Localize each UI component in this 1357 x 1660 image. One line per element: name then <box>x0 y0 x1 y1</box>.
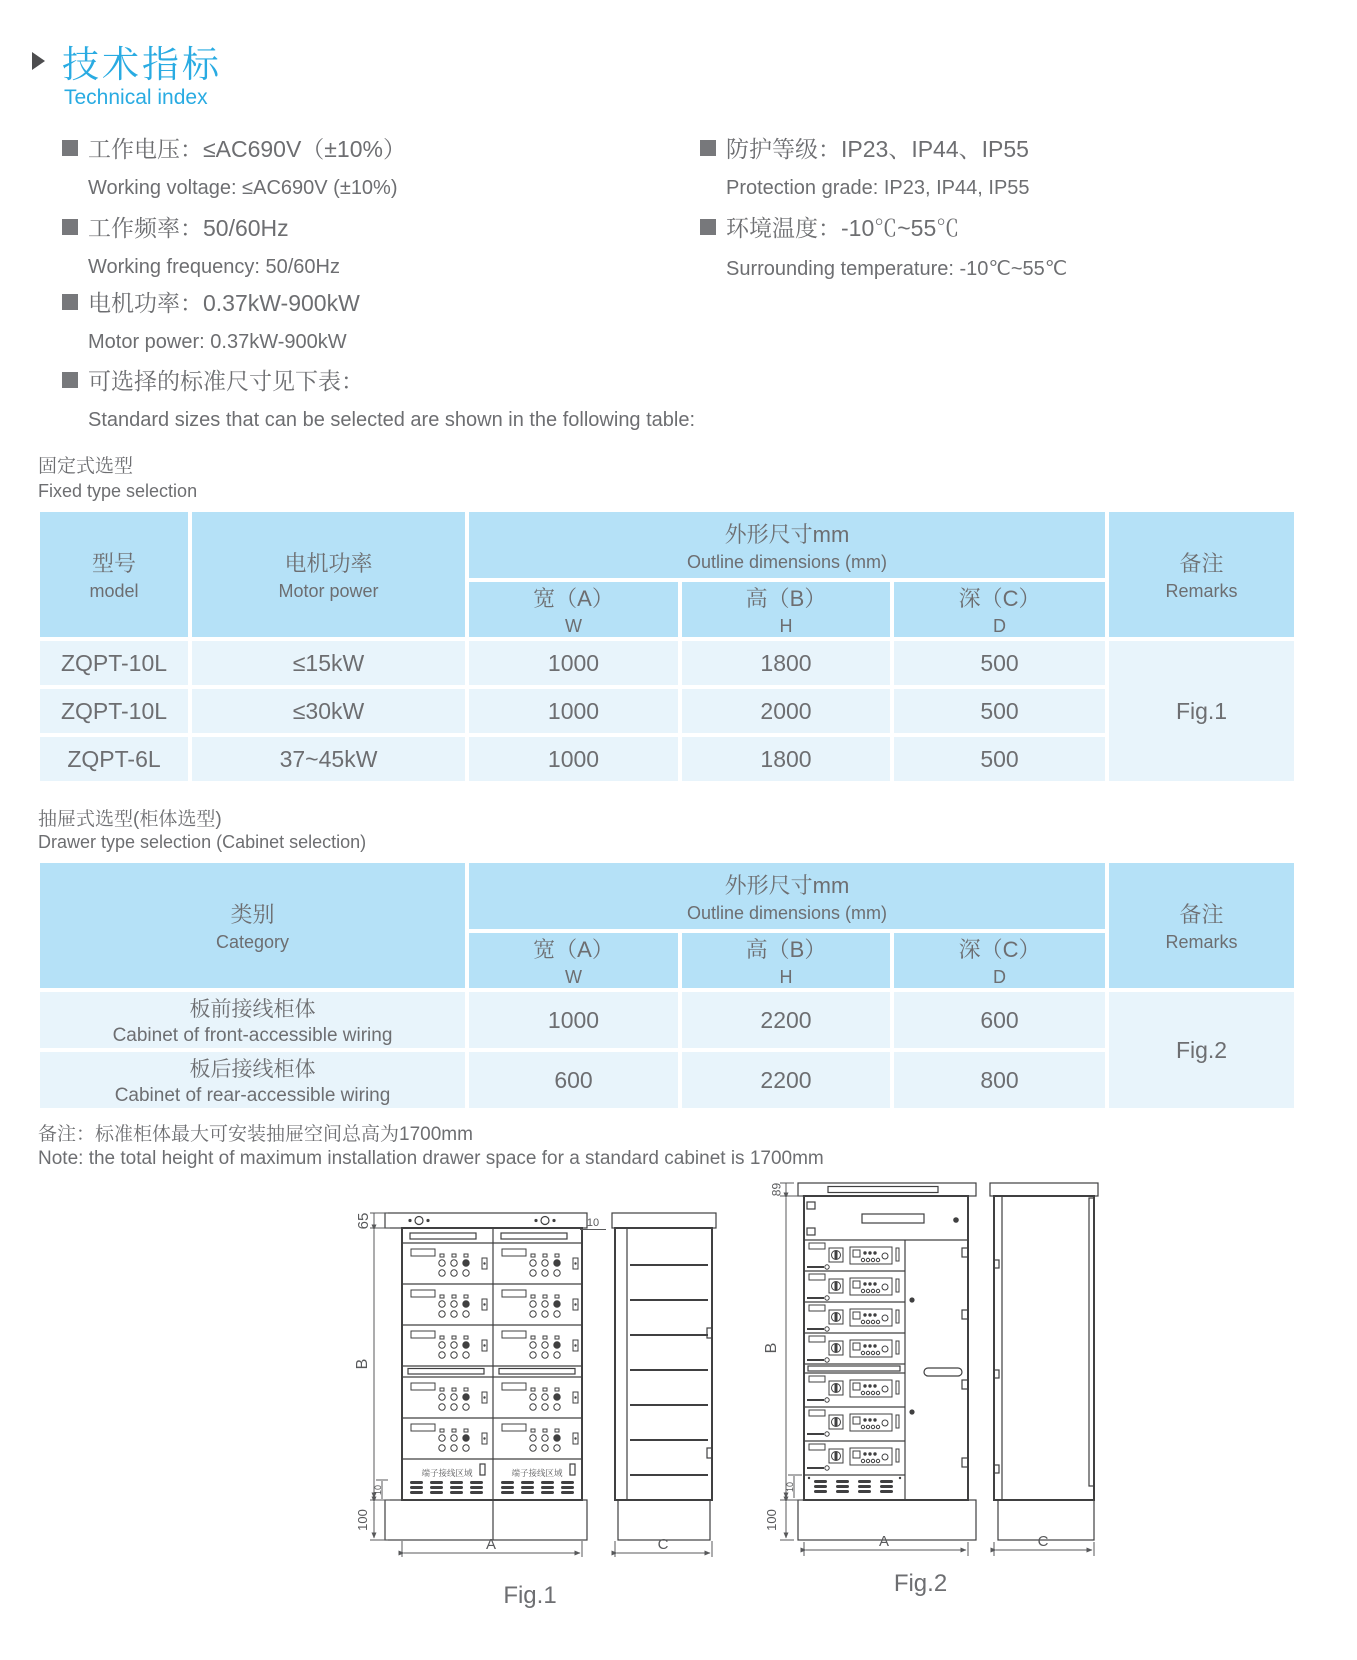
spec-motor-power <box>62 285 360 354</box>
cell-remark: Fig.1 <box>1107 639 1296 783</box>
fig1-vent-slats <box>410 1481 574 1494</box>
fig2-dim-top-label: 89 <box>769 1182 784 1197</box>
fig1-dim-height-label: B <box>354 1358 371 1370</box>
bullet-square-icon <box>700 140 716 156</box>
spec-en-text: Protection grade: IP23, IP44, IP55 <box>726 177 1030 199</box>
category-en: Cabinet of rear-accessible wiring <box>114 1085 391 1106</box>
category-zh: 板前接线柜体 <box>189 998 316 1021</box>
header-en: W <box>565 967 582 987</box>
header-zh: 高（B） <box>745 586 827 611</box>
fig1-dim-top-label: 65 <box>355 1212 372 1230</box>
header-en: Outline dimensions (mm) <box>686 902 888 923</box>
cell-model: ZQPT-10L <box>38 687 190 735</box>
header-zh: 备注 <box>1179 551 1224 576</box>
fig2-dim-height-label: B <box>763 1342 780 1354</box>
cell-model: ZQPT-10L <box>38 639 190 687</box>
category-zh: 板后接线柜体 <box>189 1058 316 1081</box>
cell-category <box>38 990 467 1050</box>
spec-working-frequency <box>62 210 340 279</box>
cell-width: 1000 <box>467 639 680 687</box>
bullet-square-icon <box>62 294 78 310</box>
drawer-type-table <box>36 859 1298 1112</box>
col-header-width <box>467 580 680 639</box>
cell-height: 2200 <box>680 1050 892 1110</box>
section-fixed-type-en: Fixed type selection <box>38 481 198 501</box>
fig1-caption: Fig.1 <box>503 1582 557 1609</box>
header-en: H <box>779 967 793 987</box>
header-zh: 型号 <box>91 551 136 576</box>
cell-depth: 600 <box>892 990 1107 1050</box>
header-en: Category <box>215 932 290 952</box>
cell-power: ≤30kW <box>190 687 467 735</box>
col-header-motor-power <box>190 510 467 639</box>
header-zh: 类别 <box>230 902 275 927</box>
spec-zh-text: 可选择的标准尺寸见下表： <box>88 368 364 394</box>
cell-height: 2200 <box>680 990 892 1050</box>
bullet-square-icon <box>62 219 78 235</box>
cell-height: 1800 <box>680 735 892 783</box>
fig2-dim-depth-label: C <box>1037 1533 1049 1550</box>
cell-depth: 500 <box>892 735 1107 783</box>
header-en: W <box>565 616 582 636</box>
fig1-dim-top-right-label: 10 <box>586 1217 600 1229</box>
cell-model: ZQPT-6L <box>38 735 190 783</box>
fig2-caption: Fig.2 <box>893 1570 948 1597</box>
col-header-height <box>680 931 892 990</box>
spec-en-text: Standard sizes that can be selected are shown in the following table: <box>88 409 696 431</box>
col-header-height <box>680 580 892 639</box>
page-title: 技术指标 <box>62 44 222 85</box>
cell-width: 1000 <box>467 735 680 783</box>
fig1-terminal-area-label: 端子接线区域 <box>511 1468 563 1478</box>
fig2-vent-slats <box>808 1477 901 1493</box>
cell-depth: 800 <box>892 1050 1107 1110</box>
cell-depth: 500 <box>892 639 1107 687</box>
bullet-square-icon <box>62 372 78 388</box>
spec-zh-text: 工作频率：50/60Hz <box>88 215 289 241</box>
page-subtitle: Technical index <box>64 86 208 109</box>
fixed-type-table <box>36 508 1298 785</box>
header-zh: 外形尺寸mm <box>724 521 850 547</box>
fig1-dim-width-label: A <box>485 1536 497 1553</box>
fig2-dim-small-label: 10 <box>785 1481 795 1493</box>
fig1-side-view <box>612 1213 716 1540</box>
header-en: model <box>89 581 139 601</box>
col-header-width <box>467 931 680 990</box>
table-row <box>38 990 1296 1050</box>
spec-standard-sizes <box>62 363 695 432</box>
spec-working-voltage <box>62 131 406 200</box>
fig2-dim-bottom-label: 100 <box>764 1509 779 1531</box>
header-en: Remarks <box>1165 932 1238 952</box>
col-header-category <box>38 861 467 990</box>
fig1-dim-bottom-label: 100 <box>355 1509 370 1531</box>
cell-power: ≤15kW <box>190 639 467 687</box>
fig2-dim-width-label: A <box>878 1533 890 1550</box>
header-zh: 电机功率 <box>284 551 373 576</box>
col-header-model <box>38 510 190 639</box>
fig1-terminal-area-label: 端子接线区域 <box>421 1468 473 1478</box>
cell-width: 600 <box>467 1050 680 1110</box>
header-zh: 宽（A） <box>533 937 614 962</box>
fig1-dim-small-label: 10 <box>373 1484 383 1496</box>
header-en: Outline dimensions (mm) <box>686 551 888 572</box>
fig2-side-view <box>990 1183 1098 1540</box>
spec-en-text: Surrounding temperature: -10℃~55℃ <box>726 258 1068 280</box>
fig2-drawing <box>728 1140 1113 1605</box>
note-en: Note: the total height of maximum installation drawer space for a standard cabinet is 1700mm <box>38 1148 824 1169</box>
category-en: Cabinet of front-accessible wiring <box>112 1025 393 1046</box>
col-header-outline-dimensions <box>467 861 1107 931</box>
note-zh: 备注：标准柜体最大可安装抽屉空间总高为1700mm <box>38 1124 473 1145</box>
section-drawer-type-zh: 抽屉式选型(柜体选型) <box>38 809 222 830</box>
fig1-drawing <box>330 1195 730 1645</box>
cell-height: 2000 <box>680 687 892 735</box>
cell-power: 37~45kW <box>190 735 467 783</box>
header-zh: 外形尺寸mm <box>724 872 850 898</box>
spec-en-text: Working voltage: ≤AC690V (±10%) <box>88 177 398 199</box>
spec-en-text: Working frequency: 50/60Hz <box>88 256 340 278</box>
cell-depth: 500 <box>892 687 1107 735</box>
spec-protection-grade <box>700 131 1030 200</box>
cell-category <box>38 1050 467 1110</box>
section-drawer-type-en: Drawer type selection (Cabinet selection) <box>38 832 367 852</box>
header-en: Motor power <box>278 581 379 601</box>
spec-ambient-temperature <box>700 210 1067 281</box>
fig1-front-view <box>385 1213 587 1540</box>
header-zh: 高（B） <box>745 937 827 962</box>
col-header-outline-dimensions <box>467 510 1107 580</box>
spec-en-text: Motor power: 0.37kW-900kW <box>88 331 347 353</box>
header-zh: 宽（A） <box>533 586 614 611</box>
table-row <box>38 639 1296 687</box>
fig2-front-view <box>798 1183 976 1540</box>
header-zh: 深（C） <box>958 937 1041 962</box>
spec-zh-text: 工作电压：≤AC690V（±10%） <box>88 136 406 162</box>
section-fixed-type-zh: 固定式选型 <box>38 456 134 477</box>
cell-remark: Fig.2 <box>1107 990 1296 1110</box>
header-en: D <box>993 967 1006 987</box>
spec-zh-text: 防护等级：IP23、IP44、IP55 <box>726 136 1029 162</box>
header-zh: 备注 <box>1179 902 1224 927</box>
cell-width: 1000 <box>467 990 680 1050</box>
cell-width: 1000 <box>467 687 680 735</box>
bullet-square-icon <box>700 219 716 235</box>
section-arrow-icon <box>32 52 45 70</box>
col-header-depth <box>892 580 1107 639</box>
header-en: H <box>779 616 793 636</box>
spec-zh-text: 电机功率：0.37kW-900kW <box>88 290 360 316</box>
spec-zh-text: 环境温度：-10℃~55℃ <box>726 215 960 241</box>
header-en: D <box>993 616 1006 636</box>
cell-height: 1800 <box>680 639 892 687</box>
col-header-remarks <box>1107 861 1296 990</box>
col-header-remarks <box>1107 510 1296 639</box>
header-en: Remarks <box>1165 581 1238 601</box>
header-zh: 深（C） <box>958 586 1041 611</box>
col-header-depth <box>892 931 1107 990</box>
fig1-dim-depth-label: C <box>657 1536 669 1553</box>
bullet-square-icon <box>62 140 78 156</box>
